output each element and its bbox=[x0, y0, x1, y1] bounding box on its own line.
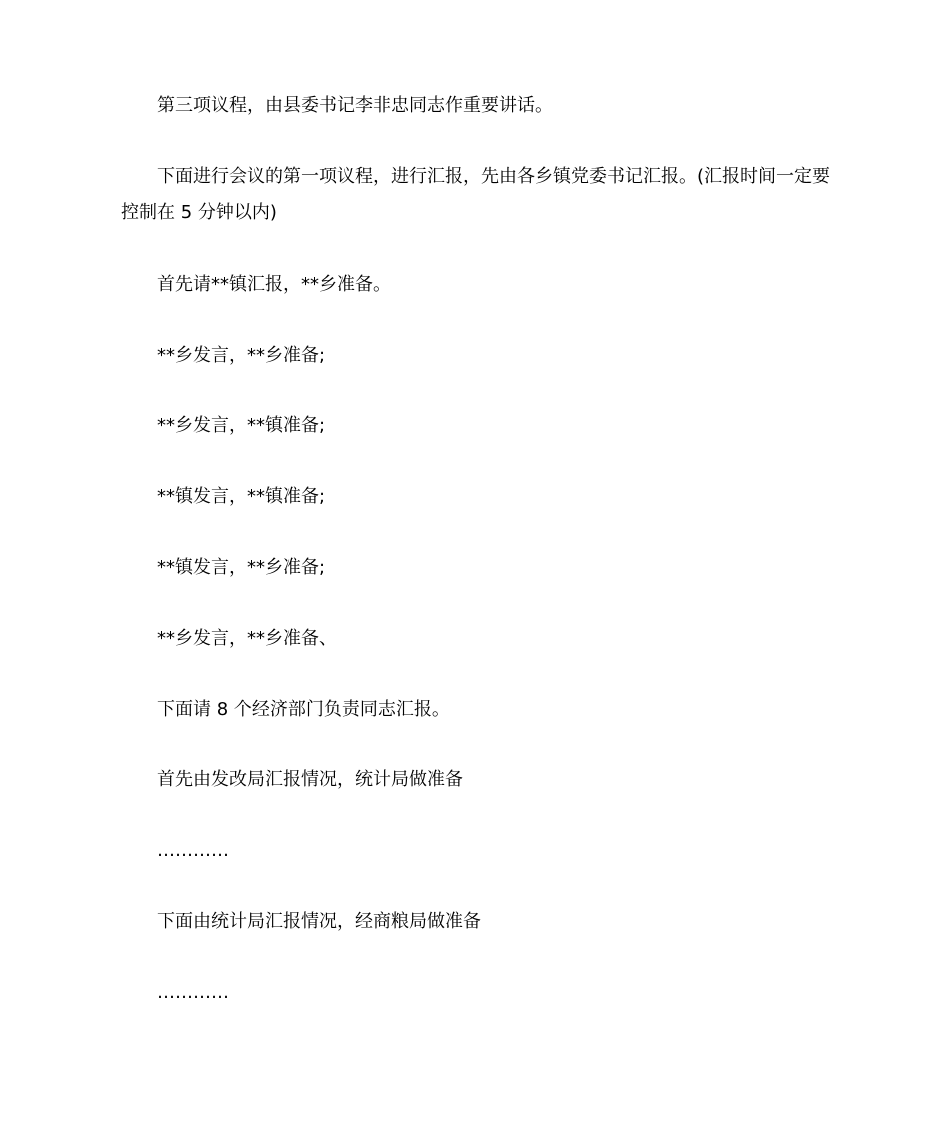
paragraph-ellipsis-1: ………… bbox=[157, 840, 229, 861]
paragraph-first-agenda: 下面进行会议的第一项议程，进行汇报，先由各乡镇党委书记汇报。(汇报时间一定要控制在 5 分钟以内) bbox=[121, 166, 831, 223]
paragraph-speaker-4: **镇发言，**乡准备; bbox=[157, 557, 326, 578]
paragraph-agenda-item-3: 第三项议程，由县委书记李非忠同志作重要讲话。 bbox=[157, 95, 553, 116]
paragraph-speaker-1: **乡发言，**乡准备; bbox=[157, 345, 326, 366]
paragraph-dev-reform-report: 首先由发改局汇报情况，统计局做准备 bbox=[157, 769, 463, 790]
paragraph-speaker-2: **乡发言，**镇准备; bbox=[157, 415, 326, 436]
paragraph-speaker-5: **乡发言，**乡准备、 bbox=[157, 628, 337, 649]
paragraph-statistics-report: 下面由统计局汇报情况，经商粮局做准备 bbox=[157, 911, 481, 932]
paragraph-first-report: 首先请**镇汇报，**乡准备。 bbox=[157, 274, 391, 295]
paragraph-speaker-3: **镇发言，**镇准备; bbox=[157, 486, 326, 507]
paragraph-economic-depts: 下面请 8 个经济部门负责同志汇报。 bbox=[157, 699, 450, 720]
paragraph-ellipsis-2: ………… bbox=[157, 982, 229, 1003]
